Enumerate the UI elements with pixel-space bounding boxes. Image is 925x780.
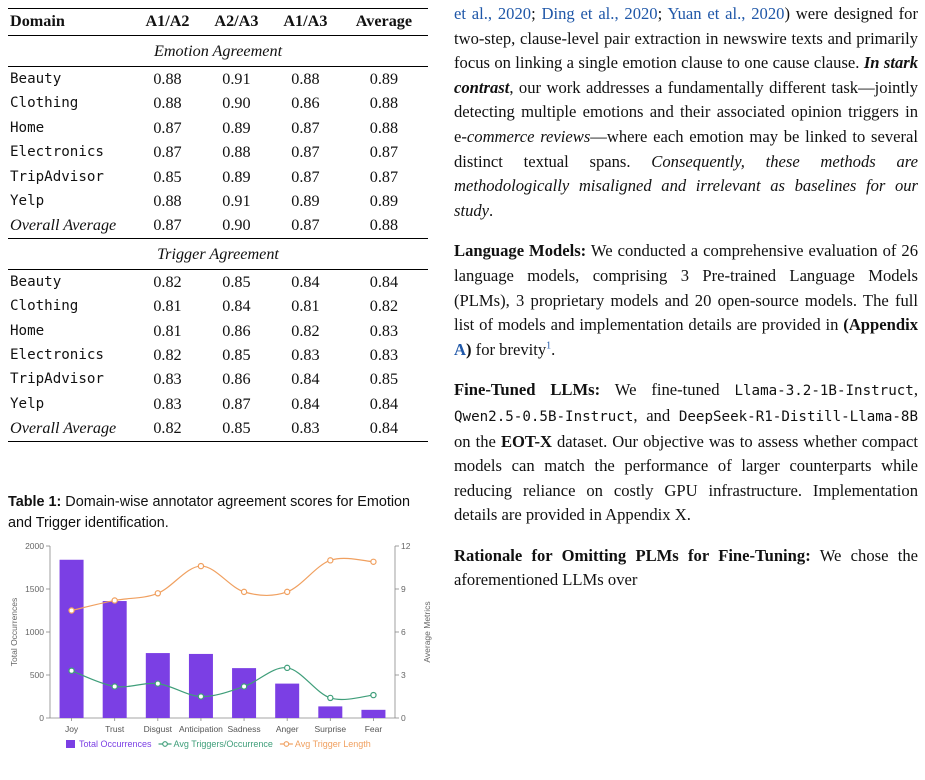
text-span: , xyxy=(913,380,918,400)
score-cell: 0.81 xyxy=(153,321,182,340)
score-cell: 0.91 xyxy=(222,192,251,211)
score-cell: 0.83 xyxy=(271,416,340,441)
paragraph-language-models xyxy=(454,239,918,362)
score-cell: 0.85 xyxy=(153,167,182,186)
score-cell: 0.90 xyxy=(222,216,251,235)
bar-joy xyxy=(60,560,84,718)
domain-cell: Beauty xyxy=(10,71,62,87)
paragraph-fine-tuned-llms xyxy=(454,378,918,528)
text-span: ; xyxy=(657,4,668,23)
section-header-row xyxy=(8,238,428,269)
x-tick-label: Joy xyxy=(64,724,79,734)
agreement-table xyxy=(8,8,428,442)
point-avg-triggers-occurrence xyxy=(285,665,290,670)
caption-text: Domain-wise annotator agreement scores for Emotion and Trigger identification. xyxy=(8,494,411,531)
score-cell: 0.82 xyxy=(153,272,182,291)
x-tick-label: Anger xyxy=(275,724,299,734)
appendix-link[interactable]: A xyxy=(454,339,466,359)
paragraph-related-work xyxy=(454,2,918,223)
domain-cell: TripAdvisor xyxy=(10,371,104,388)
score-cell: 0.89 xyxy=(291,192,320,211)
score-cell: 0.86 xyxy=(291,94,320,113)
x-tick-label: Anticipation xyxy=(178,724,223,734)
score-cell: 0.90 xyxy=(222,94,251,113)
score-cell: 0.91 xyxy=(222,70,251,88)
table-row xyxy=(8,165,428,189)
footnote-link[interactable]: 1 xyxy=(546,340,552,352)
x-tick-label: Disgust xyxy=(143,724,172,734)
x-tick-label: Sadness xyxy=(227,724,261,734)
score-cell: 0.88 xyxy=(153,70,182,88)
score-cell: 0.87 xyxy=(369,167,399,186)
point-avg-trigger-length xyxy=(155,591,160,596)
agreement-table-container xyxy=(8,8,428,442)
score-cell: 0.89 xyxy=(222,167,251,186)
left-tick-label: 500 xyxy=(29,670,44,680)
x-tick-label: Fear xyxy=(364,724,383,734)
score-cell: 0.84 xyxy=(369,394,399,413)
right-tick-label: 6 xyxy=(401,627,406,637)
paragraph-heading: Rationale for Omitting PLMs for Fine-Tuning: xyxy=(454,545,811,565)
score-cell: 0.88 xyxy=(222,143,251,162)
text-span: We fine-tuned xyxy=(600,380,735,400)
domain-cell: Beauty xyxy=(10,273,62,290)
domain-cell: Overall Average xyxy=(8,416,133,441)
left-tick-label: 2000 xyxy=(25,541,44,551)
point-avg-trigger-length xyxy=(328,558,333,563)
left-tick-label: 0 xyxy=(39,713,44,723)
score-cell: 0.87 xyxy=(153,143,182,162)
legend-swatch-total-occurrences xyxy=(66,740,75,748)
score-cell: 0.82 xyxy=(133,416,202,441)
score-cell: 0.85 xyxy=(369,370,399,389)
point-avg-triggers-occurrence xyxy=(371,692,376,697)
score-cell: 0.84 xyxy=(222,297,251,316)
score-cell: 0.85 xyxy=(222,346,251,365)
score-cell: 0.82 xyxy=(291,321,320,340)
score-cell: 0.88 xyxy=(153,94,182,113)
point-avg-triggers-occurrence xyxy=(328,695,333,700)
domain-cell: Electronics xyxy=(10,144,104,161)
text-span: We conducted a comprehensive evaluation of 26 language models, comprising 3 Pre-trained Language Models (PLMs), 3 proprietary models and 20 open-source models. The full list of models and implementation details are provided in xyxy=(454,241,919,335)
table-row xyxy=(8,367,428,391)
score-cell: 0.87 xyxy=(369,143,399,162)
section-title: Emotion Agreement xyxy=(8,36,428,67)
score-cell: 0.83 xyxy=(153,370,182,389)
text-span: on the xyxy=(454,431,501,451)
text-span: dataset. Our objective was to assess whether compact models can match the performance of larger counterparts while reducing reliance on costly GPU infrastructure. Implementation details are provided in Appendix X. xyxy=(454,431,918,525)
right-tick-label: 9 xyxy=(401,584,406,594)
score-cell: 0.85 xyxy=(202,416,271,441)
point-avg-trigger-length xyxy=(198,563,203,568)
domain-cell: Clothing xyxy=(10,298,79,315)
text-span: for brevity xyxy=(471,339,547,359)
point-avg-trigger-length xyxy=(112,598,117,603)
score-cell: 0.88 xyxy=(369,216,399,235)
table-row xyxy=(8,416,428,441)
bar-anticipation xyxy=(189,654,213,718)
column-header: A2/A3 xyxy=(202,9,271,36)
citation-link[interactable]: Yuan et al., 2020 xyxy=(667,4,785,23)
score-cell: 0.88 xyxy=(369,118,399,137)
table-header-row xyxy=(8,9,428,36)
score-cell: 0.87 xyxy=(291,216,320,235)
score-cell: 0.87 xyxy=(291,167,320,186)
right-tick-label: 12 xyxy=(401,541,411,551)
text-span: . xyxy=(551,339,556,359)
score-cell: 0.89 xyxy=(369,70,399,88)
section-title: Trigger Agreement xyxy=(8,238,428,269)
text-span: —where each emotion may be linked to several distinct textual spans. xyxy=(454,126,918,171)
point-avg-triggers-occurrence xyxy=(241,684,246,689)
table-row xyxy=(8,116,428,140)
emphasis-text: In stark contrast xyxy=(454,53,918,97)
legend-marker-avg-trigger-length xyxy=(284,742,289,747)
score-cell: 0.82 xyxy=(153,346,182,365)
score-cell: 0.86 xyxy=(222,321,251,340)
right-tick-label: 0 xyxy=(401,713,406,723)
bar-sadness xyxy=(232,668,256,718)
score-cell: 0.87 xyxy=(222,394,251,413)
italic-text: Consequently, these methods are methodologically misaligned and irrelevant as baselines for our study xyxy=(454,151,918,220)
domain-cell: Electronics xyxy=(10,347,104,364)
domain-cell: TripAdvisor xyxy=(10,168,104,185)
text-span: , and xyxy=(633,405,679,425)
score-cell: 0.84 xyxy=(291,370,320,389)
bar-trust xyxy=(103,601,127,718)
legend-label-avg-trigger-length: Avg Trigger Length xyxy=(294,739,371,749)
bar-fear xyxy=(361,710,385,718)
table-row xyxy=(8,189,428,213)
score-cell: 0.88 xyxy=(291,70,320,88)
text-span: . xyxy=(489,200,494,220)
domain-cell: Yelp xyxy=(10,395,45,412)
paragraph-rationale xyxy=(454,544,918,593)
left-tick-label: 1000 xyxy=(25,627,44,637)
bold-text: ) xyxy=(465,339,472,359)
table-row xyxy=(8,343,428,367)
score-cell: 0.83 xyxy=(369,346,399,365)
table-row xyxy=(8,140,428,164)
score-cell: 0.82 xyxy=(369,297,399,316)
right-axis-title: Average Metrics xyxy=(422,601,432,663)
table-row xyxy=(8,269,428,294)
table-caption xyxy=(8,492,433,534)
text-span: , our work addresses a fundamentally different task—jointly detecting multiple emotions and their associated opinion triggers in e- xyxy=(454,77,918,146)
section-header-row xyxy=(8,36,428,67)
column-header: Domain xyxy=(8,9,133,36)
bar-anger xyxy=(275,684,299,718)
model-name: DeepSeek-R1-Distill-Llama-8B xyxy=(678,408,918,425)
table-row xyxy=(8,91,428,115)
citation-link[interactable]: et al., 2020 xyxy=(454,4,532,23)
body-text-column xyxy=(454,2,918,593)
score-cell: 0.84 xyxy=(291,272,320,291)
table-row xyxy=(8,294,428,318)
score-cell: 0.84 xyxy=(291,394,320,413)
model-name: Qwen2.5-0.5B-Instruct xyxy=(454,408,634,425)
bar-surprise xyxy=(318,706,342,718)
score-cell: 0.83 xyxy=(369,321,399,340)
legend-marker-avg-triggers-occurrence xyxy=(163,742,168,747)
italic-text: commerce reviews xyxy=(466,126,591,146)
score-cell: 0.83 xyxy=(291,346,320,365)
right-tick-label: 3 xyxy=(401,670,406,680)
score-cell: 0.87 xyxy=(291,143,320,162)
score-cell: 0.81 xyxy=(291,297,320,316)
point-avg-trigger-length xyxy=(285,589,290,594)
point-avg-triggers-occurrence xyxy=(69,668,74,673)
score-cell: 0.89 xyxy=(369,192,399,211)
legend-label-total-occurrences: Total Occurrences xyxy=(79,739,152,749)
table-row xyxy=(8,392,428,416)
x-tick-label: Surprise xyxy=(314,724,347,734)
table-row xyxy=(8,213,428,238)
caption-label: Table 1: xyxy=(8,494,62,510)
score-cell: 0.87 xyxy=(153,216,182,235)
domain-cell: Home xyxy=(10,322,45,339)
table-row xyxy=(8,319,428,343)
score-cell: 0.81 xyxy=(153,297,182,316)
score-cell: 0.88 xyxy=(369,94,399,113)
text-span: ; xyxy=(531,4,542,23)
emotion-statistics-chart xyxy=(0,534,445,780)
x-tick-label: Trust xyxy=(105,724,125,734)
model-name: Llama-3.2-1B-Instruct xyxy=(734,383,914,400)
domain-cell: Clothing xyxy=(10,95,79,112)
score-cell: 0.88 xyxy=(153,192,182,211)
score-cell: 0.86 xyxy=(222,370,251,389)
column-header: Average xyxy=(340,9,428,36)
bold-text: (Appendix xyxy=(843,315,918,335)
domain-cell: Home xyxy=(10,119,45,136)
text-span: We chose the aforementioned LLMs over xyxy=(454,545,918,590)
point-avg-triggers-occurrence xyxy=(155,681,160,686)
point-avg-trigger-length xyxy=(69,608,74,613)
score-cell: 0.83 xyxy=(153,394,182,413)
score-cell: 0.85 xyxy=(222,272,251,291)
domain-cell: Yelp xyxy=(10,193,45,210)
score-cell: 0.84 xyxy=(369,272,399,291)
column-header: A1/A3 xyxy=(271,9,340,36)
point-avg-triggers-occurrence xyxy=(112,684,117,689)
point-avg-trigger-length xyxy=(371,559,376,564)
left-axis-title: Total Occurrences xyxy=(9,597,19,667)
left-tick-label: 1500 xyxy=(25,584,44,594)
score-cell: 0.84 xyxy=(340,416,428,441)
legend-label-avg-triggers-occurrence: Avg Triggers/Occurrence xyxy=(173,739,273,749)
text-span: ) were designed for two-step, clause-level pair extraction in newswire texts and primarily focus on linking a single emotion clause to one cause clause. xyxy=(454,4,918,73)
citation-link[interactable]: Ding et al., 2020 xyxy=(541,4,658,23)
paragraph-heading: Language Models: xyxy=(454,241,587,261)
score-cell: 0.87 xyxy=(153,118,182,137)
paragraph-heading: Fine-Tuned LLMs: xyxy=(454,380,601,400)
point-avg-triggers-occurrence xyxy=(198,694,203,699)
domain-cell: Overall Average xyxy=(10,216,117,235)
score-cell: 0.89 xyxy=(222,118,251,137)
score-cell: 0.87 xyxy=(291,118,320,137)
column-header: A1/A2 xyxy=(133,9,202,36)
dataset-name: EOT-X xyxy=(500,431,552,451)
point-avg-trigger-length xyxy=(241,589,246,594)
table-row xyxy=(8,67,428,92)
table-body xyxy=(8,36,428,442)
